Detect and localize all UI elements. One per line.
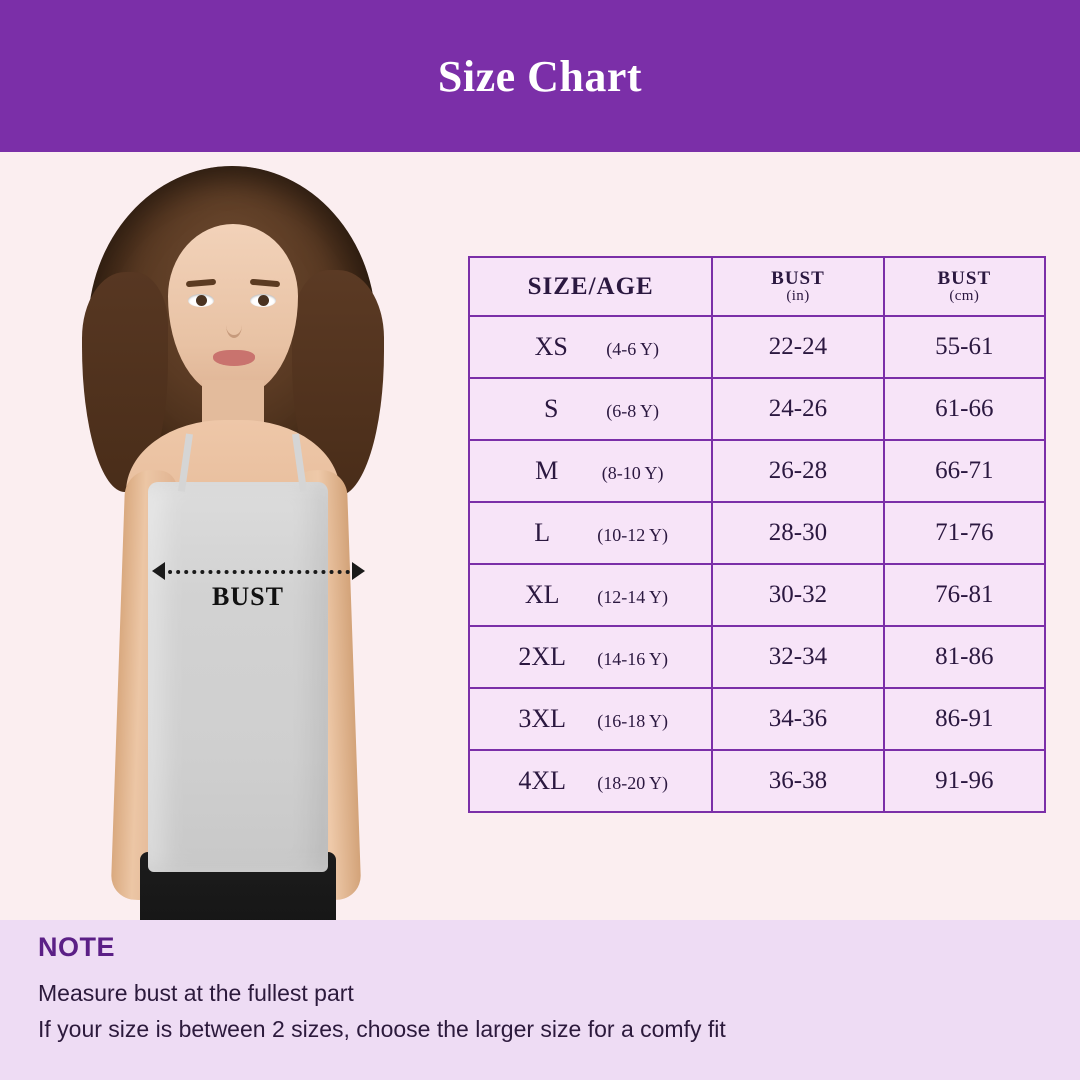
cell-bust-cm: 91-96 xyxy=(884,750,1045,812)
pupil-left xyxy=(196,295,207,306)
cell-bust-in: 28-30 xyxy=(712,502,883,564)
size-table-body xyxy=(469,316,1045,812)
camisole-garment xyxy=(148,482,328,872)
cell-bust-cm: 71-76 xyxy=(884,502,1045,564)
table-row xyxy=(469,378,1045,440)
cell-size-age xyxy=(469,502,712,564)
size-code: XS xyxy=(534,332,568,361)
cell-bust-cm: 81-86 xyxy=(884,626,1045,688)
cell-size-age xyxy=(469,750,712,812)
cell-bust-in: 34-36 xyxy=(712,688,883,750)
column-header-bust-in xyxy=(712,257,883,316)
age-range: (16-18 Y) xyxy=(597,711,669,731)
age-range: (6-8 Y) xyxy=(606,401,660,421)
bust-measure-line xyxy=(160,570,358,574)
arrow-right-icon xyxy=(352,562,365,580)
size-code: 4XL xyxy=(518,766,567,795)
model-photo xyxy=(30,152,450,920)
cell-bust-in: 22-24 xyxy=(712,316,883,378)
cell-bust-in: 24-26 xyxy=(712,378,883,440)
cell-bust-in: 36-38 xyxy=(712,750,883,812)
nose-shape xyxy=(226,312,242,338)
size-table-wrapper xyxy=(468,256,1046,813)
note-line-1: Measure bust at the fullest part xyxy=(38,980,354,1006)
size-table-head xyxy=(469,257,1045,316)
cell-size-age xyxy=(469,440,712,502)
cell-size-age xyxy=(469,688,712,750)
cell-size-age xyxy=(469,626,712,688)
note-section xyxy=(0,920,1080,1080)
table-row xyxy=(469,564,1045,626)
table-row xyxy=(469,626,1045,688)
arrow-left-icon xyxy=(152,562,165,580)
page-title: Size Chart xyxy=(437,51,643,101)
page-header xyxy=(0,0,1080,152)
column-header-bust-in-unit: (in) xyxy=(786,288,810,304)
age-range: (18-20 Y) xyxy=(597,773,669,793)
column-header-size-age xyxy=(469,257,712,316)
column-header-bust-cm xyxy=(884,257,1045,316)
table-row xyxy=(469,688,1045,750)
note-line-2: If your size is between 2 sizes, choose the larger size for a comfy fit xyxy=(38,1016,726,1042)
size-code: XL xyxy=(524,580,560,609)
table-row xyxy=(469,750,1045,812)
age-range: (12-14 Y) xyxy=(597,587,669,607)
table-row xyxy=(469,440,1045,502)
cell-bust-cm: 86-91 xyxy=(884,688,1045,750)
age-range: (8-10 Y) xyxy=(601,463,664,483)
cell-bust-cm: 61-66 xyxy=(884,378,1045,440)
size-code: M xyxy=(535,456,559,485)
table-row xyxy=(469,502,1045,564)
cell-bust-cm: 76-81 xyxy=(884,564,1045,626)
cell-size-age xyxy=(469,564,712,626)
note-title: NOTE xyxy=(38,932,116,962)
size-code: 3XL xyxy=(518,704,567,733)
cell-bust-cm: 66-71 xyxy=(884,440,1045,502)
mouth-shape xyxy=(213,350,255,366)
column-header-bust-cm-unit: (cm) xyxy=(949,288,980,304)
cell-bust-in: 30-32 xyxy=(712,564,883,626)
column-header-size-age-label: SIZE/AGE xyxy=(527,272,654,300)
column-header-bust-cm-label: BUST xyxy=(937,268,992,289)
cell-bust-in: 26-28 xyxy=(712,440,883,502)
pupil-right xyxy=(258,295,269,306)
size-table xyxy=(468,256,1046,813)
table-row xyxy=(469,316,1045,378)
cell-size-age xyxy=(469,378,712,440)
bust-measure-label: BUST xyxy=(212,582,284,611)
cell-bust-cm: 55-61 xyxy=(884,316,1045,378)
age-range: (14-16 Y) xyxy=(597,649,669,669)
table-header-row xyxy=(469,257,1045,316)
size-code: L xyxy=(534,518,551,547)
age-range: (4-6 Y) xyxy=(606,339,660,359)
cell-bust-in: 32-34 xyxy=(712,626,883,688)
cell-size-age xyxy=(469,316,712,378)
size-code: 2XL xyxy=(518,642,567,671)
size-code: S xyxy=(544,394,559,423)
column-header-bust-in-label: BUST xyxy=(771,268,825,289)
main-content xyxy=(0,152,1080,920)
age-range: (10-12 Y) xyxy=(597,525,669,545)
